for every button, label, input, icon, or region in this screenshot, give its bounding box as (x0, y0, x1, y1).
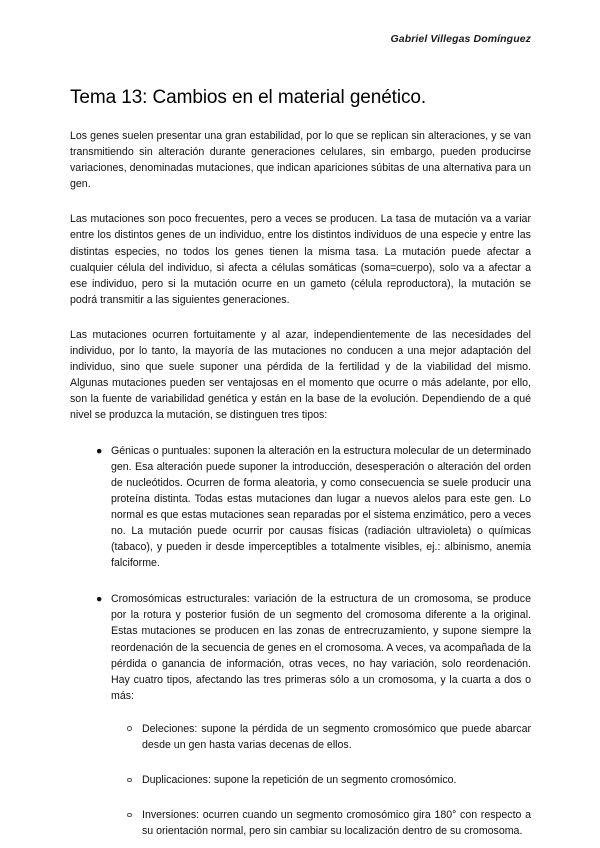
paragraph-2: Las mutaciones son poco frecuentes, pero a veces se producen. La tasa de mutación va a variar entre los distintos genes de un individuo, entre los distintos individuos de una especie y entre las distintas especies, no todos los genes tienen la misma tasa. La mutación puede afectar a cualquier célula del individuo, si afecta a células somáticas (soma=cuerpo), solo va a afectar a ese individuo, pero si la mutación ocurre en un gameto (célula reproductora), la mutación se podrá transmitir a las siguientes generaciones. (70, 213, 531, 306)
mutation-types-list (70, 443, 531, 840)
list-item-text: Inversiones: ocurren cuando un segmento cromosómico gira 180° con respecto a su orientación normal, pero sin cambiar su localización dentro de su cromosoma. (142, 809, 531, 838)
bullet-marker-icon: ● (96, 444, 103, 457)
list-item (111, 772, 531, 788)
page-header-author: Gabriel Villegas Domínguez (390, 33, 531, 45)
hollow-bullet-marker-icon (127, 726, 132, 731)
hollow-bullet-marker-icon (127, 813, 132, 818)
list-item (70, 591, 531, 839)
page-title: Tema 13: Cambios en el material genético. (70, 87, 427, 108)
list-item-text: Génicas o puntuales: suponen la alteración en la estructura molecular de un determinado gen. Esa alteración puede suponer la introducción, desesperación o alteración del orden de nucleótidos. Ocurren de forma aleatoria, y como consecuencia se suele producir una proteína distinta. Todas estas mutaciones dan lugar a nuevos alelos para este gen. Lo normal es que estas mutaciones sean reparadas por el sistema enzimático, pero a veces no. La mutación puede ocurrir por causas físicas (radiación ultravioleta) o químicas (tabaco), y pueden ir desde imperceptibles a totalmente visibles, ej.: albinismo, anemia falciforme. (111, 444, 531, 570)
list-item (70, 443, 531, 572)
list-item-text: Cromosómicas estructurales: variación de la estructura de un cromosoma, se produce por la rotura y posterior fusión de un segmento del cromosoma diferente a la original. Estas mutaciones se producen en las zonas de entrecruzamiento, y supone siempre la reordenación de la secuencia de genes en el cromosoma. A veces, va acompañada de la pérdida o ganancia de información, otras veces, no hay variación, solo reordenación. Hay cuatro tipos, afectando las tres primeras sólo a un cromosoma, y la cuarta a dos o más: (111, 593, 531, 702)
document-body (70, 86, 531, 848)
hollow-bullet-marker-icon (127, 778, 132, 783)
list-item-text: Deleciones: supone la pérdida de un segmento cromosómico que puede abarcar desde un gen hasta varias decenas de ellos. (142, 722, 531, 751)
list-item-text: Duplicaciones: supone la repetición de un segmento cromosómico. (142, 774, 457, 787)
bullet-marker-icon: ● (96, 593, 103, 606)
paragraph-1: Los genes suelen presentar una gran estabilidad, por lo que se replican sin alteraciones, y se van transmitiendo sin alteración durante generaciones celulares, sin embargo, pueden producirse variaciones, denominadas mutaciones, que indican apariciones súbitas de una alternativa para un gen. (70, 130, 531, 191)
list-item (111, 721, 531, 753)
chromosomal-subtypes-list (111, 721, 531, 839)
list-item (111, 807, 531, 839)
paragraph-3: Las mutaciones ocurren fortuitamente y al azar, independientemente de las necesidades del individuo, por lo tanto, la mayoría de las mutaciones no conducen a una mejor adaptación del individuo, sino que suele suponer una pérdida de la fertilidad y de la viabilidad del mismo. Algunas mutaciones pueden ser ventajosas en el momento que ocurre o más adelante, por ello, son la fuente de variabilidad genética y están en la base de la evolución. Dependiendo de a qué nivel se produzca la mutación, se distinguen tres tipos: (70, 328, 531, 422)
